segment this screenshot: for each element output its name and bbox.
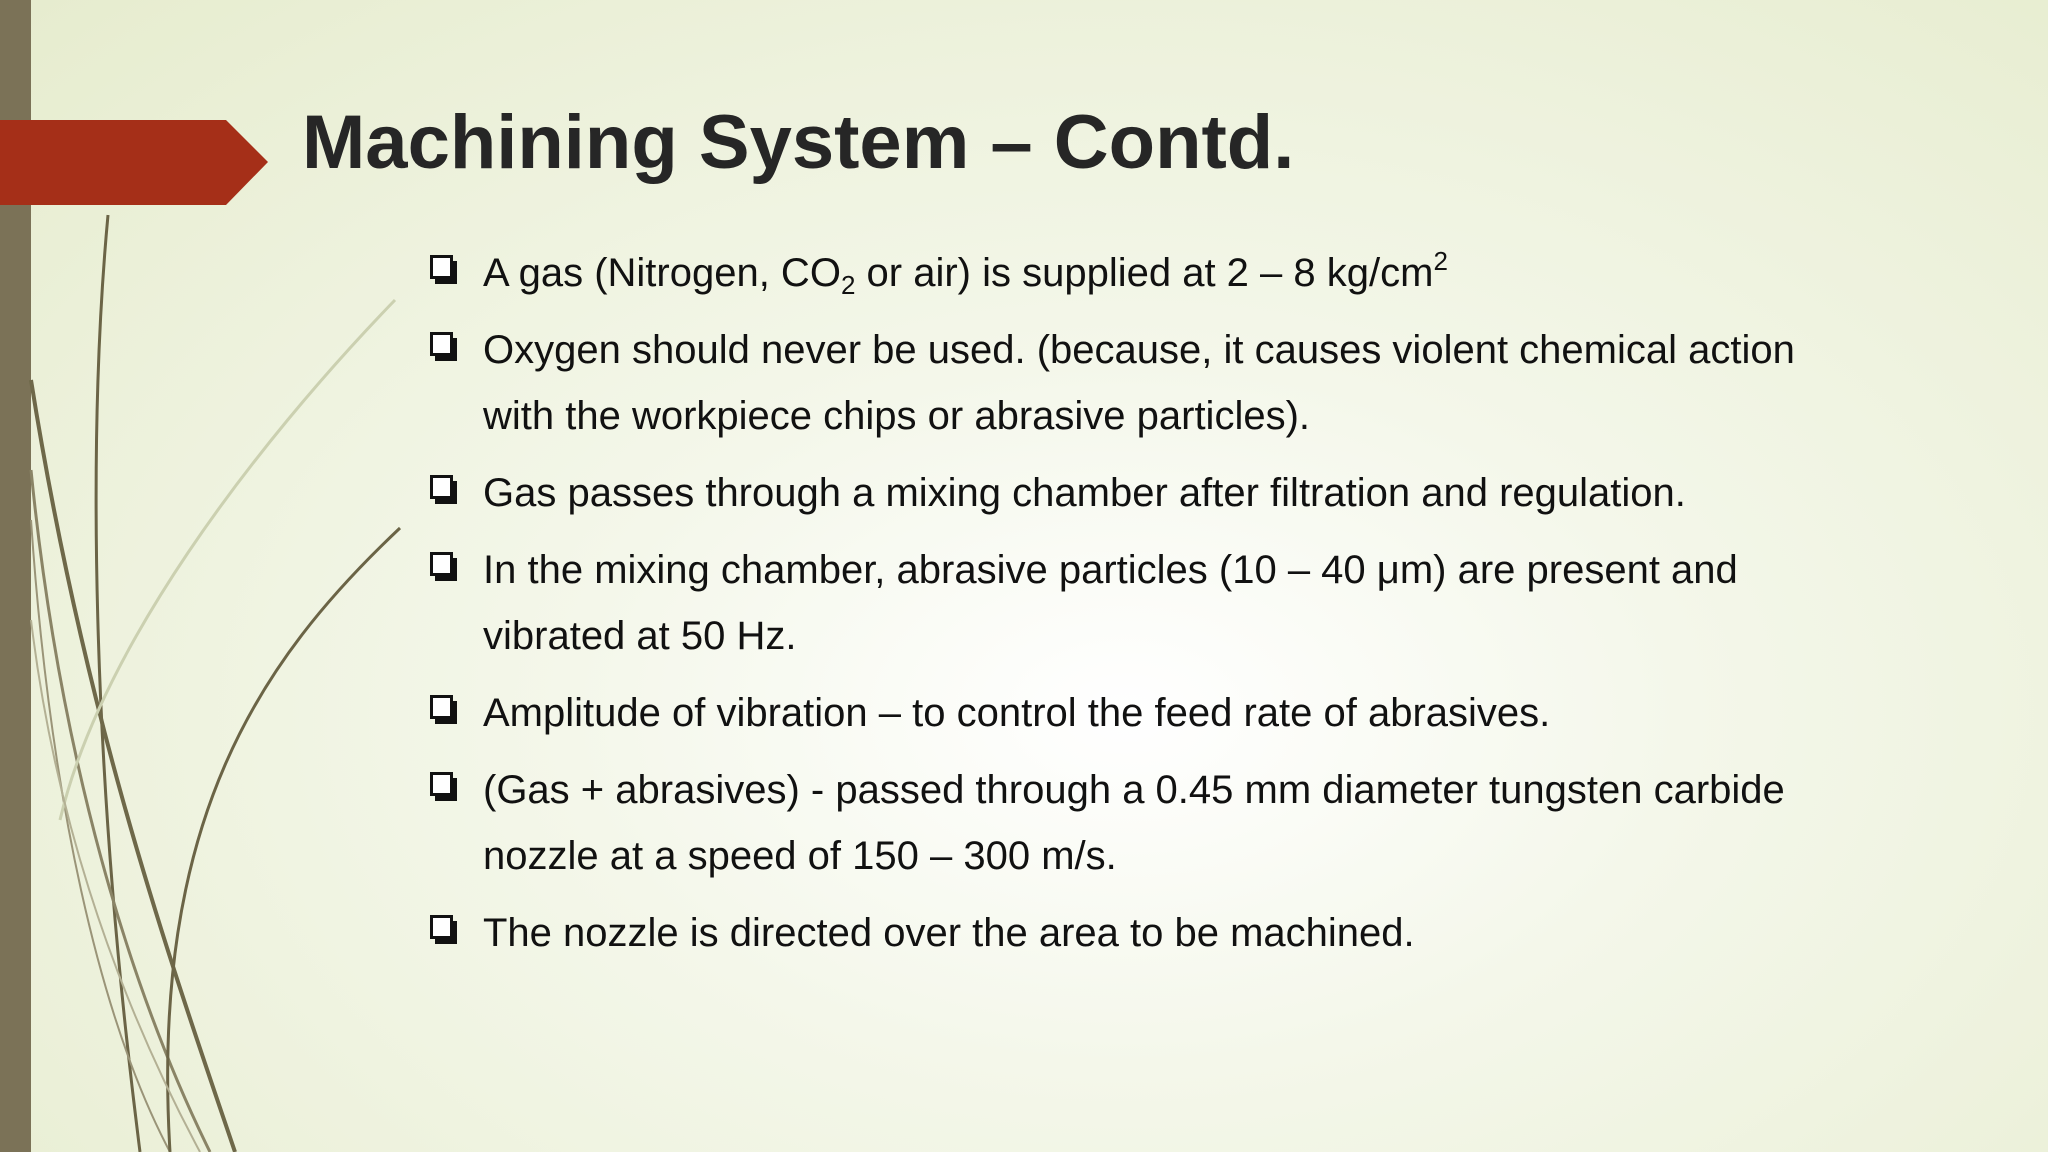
hollow-square-bullet-icon <box>430 475 458 505</box>
curve-stroke <box>31 470 210 1152</box>
hollow-square-bullet-icon <box>430 772 458 802</box>
bullet-text: Gas passes through a mixing chamber after filtration and regulation. <box>483 471 1686 515</box>
bullet-text: The nozzle is directed over the area to be machined. <box>483 911 1415 955</box>
title-arrow-marker <box>0 120 270 205</box>
bullet-text: Amplitude of vibration – to control the feed rate of abrasives. <box>483 691 1551 735</box>
subscript: 2 <box>840 270 856 300</box>
text-run: or air) is supplied at 2 – 8 kg/cm <box>855 251 1434 295</box>
text-run: A gas (Nitrogen, CO <box>483 251 841 295</box>
bullet-item <box>430 240 1850 306</box>
curve-stroke <box>60 300 395 820</box>
hollow-square-bullet-icon <box>430 695 458 725</box>
bullet-text <box>483 246 1448 300</box>
bullet-item <box>430 460 1850 526</box>
hollow-square-bullet-icon <box>430 255 458 285</box>
hollow-square-bullet-icon <box>430 915 458 945</box>
bullet-item <box>430 757 1850 889</box>
bullet-text: Oxygen should never be used. (because, it causes violent chemical action with the workpiece chips or abrasive particles). <box>483 328 1795 438</box>
bullet-text: (Gas + abrasives) - passed through a 0.45 mm diameter tungsten carbide nozzle at a speed of 150 – 300 m/s. <box>483 768 1785 878</box>
superscript: 2 <box>1433 246 1448 276</box>
hollow-square-bullet-icon <box>430 332 458 362</box>
bullet-list <box>430 240 1850 977</box>
curve-stroke <box>31 380 235 1152</box>
bullet-item <box>430 317 1850 449</box>
hollow-square-bullet-icon <box>430 552 458 582</box>
bullet-item <box>430 537 1850 669</box>
bullet-text: In the mixing chamber, abrasive particles (10 – 40 μm) are present and vibrated at 50 Hz. <box>483 548 1738 658</box>
bullet-item <box>430 680 1850 746</box>
slide-title: Machining System – Contd. <box>302 100 1295 185</box>
bullet-item <box>430 900 1850 966</box>
